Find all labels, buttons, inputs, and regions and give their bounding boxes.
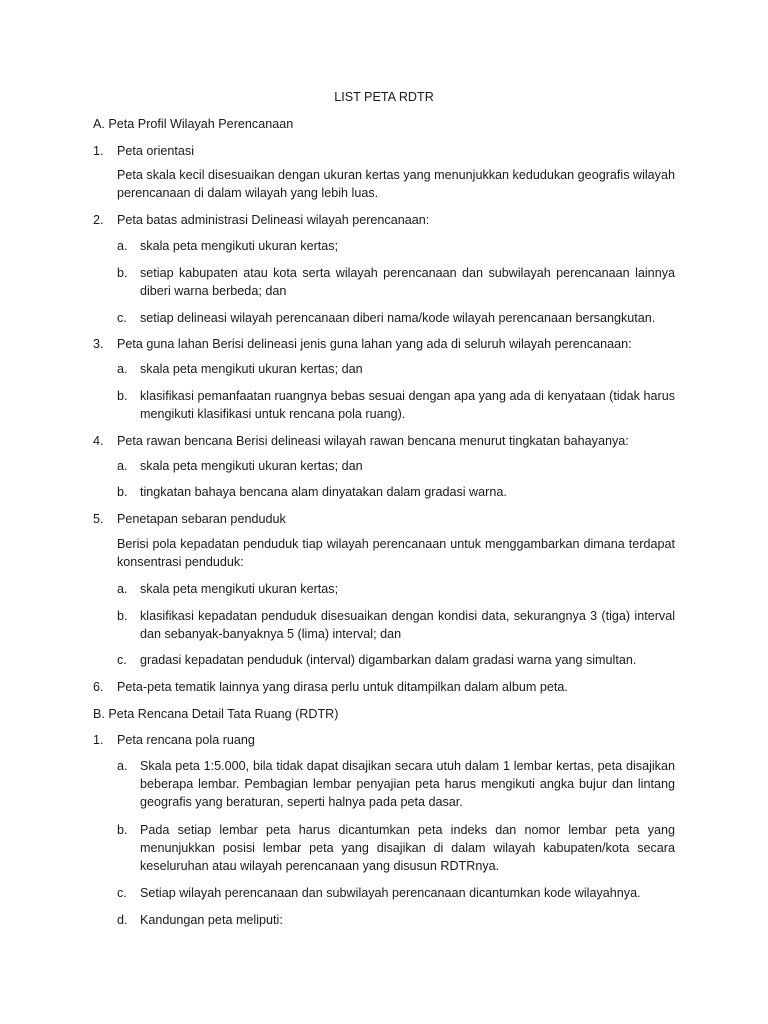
page-title: LIST PETA RDTR [334,90,434,104]
sub-item: gradasi kepadatan penduduk (interval) digambarkan dalam gradasi warna yang simultan. [140,653,637,667]
sub-item: klasifikasi kepadatan penduduk disesuaikan dengan kondisi data, sekurangnya 3 (tiga) interval dan sebanyak-banyaknya 5 (lima) interval; dan [140,609,675,641]
sub-letter: a. [117,362,128,376]
sub-item: setiap delineasi wilayah perencanaan diberi nama/kode wilayah perencanaan bersangkutan. [140,311,656,325]
sub-item: skala peta mengikuti ukuran kertas; [140,239,339,253]
section-heading: A. Peta Profil Wilayah Perencanaan [93,117,294,131]
sub-item: setiap kabupaten atau kota serta wilayah perencanaan dan subwilayah perencanaan lainnya diberi warna berbeda; dan [140,266,675,298]
list-number: 3. [93,337,104,351]
sub-item: Kandungan peta meliputi: [140,913,283,927]
paragraph: Berisi pola kepadatan penduduk tiap wilayah perencanaan untuk menggambarkan dimana terdapat konsentrasi penduduk: [117,537,675,569]
sub-letter: a. [117,582,128,596]
list-number: 4. [93,434,104,448]
sub-item: skala peta mengikuti ukuran kertas; [140,582,339,596]
sub-letter: a. [117,239,128,253]
sub-item: skala peta mengikuti ukuran kertas; dan [140,459,363,473]
sub-letter: b. [117,609,128,623]
list-number: 6. [93,680,104,694]
list-item-title: Peta batas administrasi Delineasi wilayah perencanaan: [117,213,430,227]
sub-letter: b. [117,823,128,837]
sub-letter: a. [117,459,128,473]
list-item-title: Penetapan sebaran penduduk [117,512,286,526]
sub-letter: c. [117,886,127,900]
sub-item: tingkatan bahaya bencana alam dinyatakan dalam gradasi warna. [140,485,507,499]
sub-item: skala peta mengikuti ukuran kertas; dan [140,362,363,376]
sub-letter: b. [117,485,128,499]
section-heading: B. Peta Rencana Detail Tata Ruang (RDTR) [93,707,339,721]
list-number: 2. [93,213,104,227]
list-number: 1. [93,733,104,747]
sub-letter: d. [117,913,128,927]
sub-item: Pada setiap lembar peta harus dicantumkan peta indeks dan nomor lembar peta yang menunjukkan posisi lembar peta yang disajikan di dalam wilayah kabupaten/kota secara keseluruhan atau wilayah perencanaan yang disusun RDTRnya. [140,823,675,873]
sub-letter: c. [117,311,127,325]
sub-item: Skala peta 1:5.000, bila tidak dapat disajikan secara utuh dalam 1 lembar kertas, peta disajikan beberapa lembar. Pembagian lembar penyajian peta harus mengikuti angka bujur dan lintang geografis yang beraturan, seperti halnya pada peta dasar. [140,759,675,809]
sub-letter: b. [117,266,128,280]
list-item-title: Peta guna lahan Berisi delineasi jenis guna lahan yang ada di seluruh wilayah perencanaan: [117,337,632,351]
sub-item: Setiap wilayah perencanaan dan subwilayah perencanaan dicantumkan kode wilayahnya. [140,886,641,900]
list-number: 5. [93,512,104,526]
list-number: 1. [93,144,104,158]
list-item-title: Peta rencana pola ruang [117,733,255,747]
sub-letter: c. [117,653,127,667]
list-item-title: Peta rawan bencana Berisi delineasi wilayah rawan bencana menurut tingkatan bahayanya: [117,434,629,448]
paragraph: Peta skala kecil disesuaikan dengan ukuran kertas yang menunjukkan kedudukan geografis wilayah perencanaan di dalam wilayah yang lebih luas. [117,168,675,200]
sub-letter: b. [117,389,128,403]
sub-letter: a. [117,759,128,773]
list-item-title: Peta orientasi [117,144,195,158]
list-item-title: Peta-peta tematik lainnya yang dirasa perlu untuk ditampilkan dalam album peta. [117,680,568,694]
sub-item: klasifikasi pemanfaatan ruangnya bebas sesuai dengan apa yang ada di kenyataan (tidak harus mengikuti klasifikasi untuk rencana pola ruang). [140,389,675,421]
